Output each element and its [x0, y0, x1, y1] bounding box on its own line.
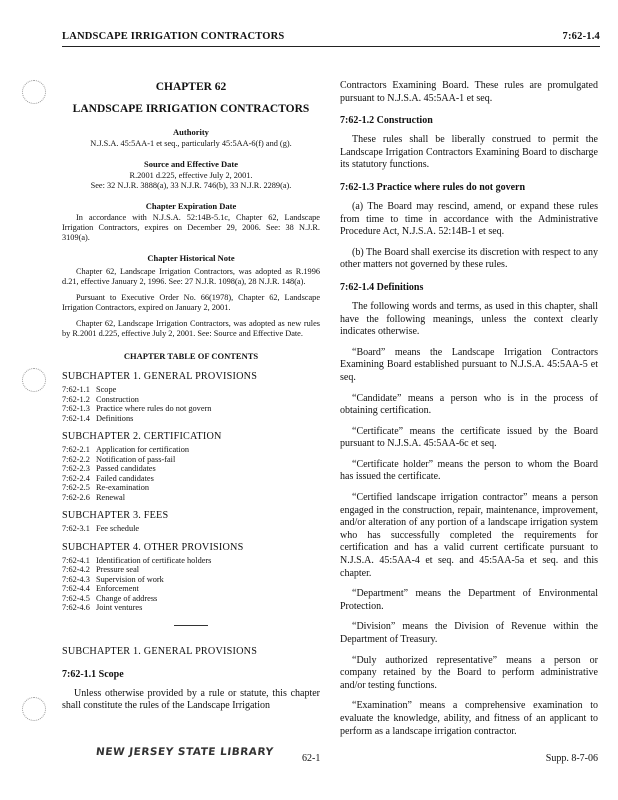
source-line: R.2001 d.225, effective July 2, 2001. [129, 171, 253, 180]
toc-item-number: 7:62-2.5 [62, 483, 90, 492]
toc-item-title: Notification of pass-fail [96, 454, 176, 464]
toc-item [62, 556, 320, 566]
source-line: See: 32 N.J.R. 3888(a), 33 N.J.R. 746(b), 33 N.J.R. 2289(a). [90, 181, 292, 190]
toc-item-title: Definitions [96, 413, 134, 423]
right-column [340, 80, 598, 738]
definition-paragraph: “Certified landscape irrigation contractor” means a person engaged in the construction, repair, maintenance, improvement, and/or alteration of any portion of a landscape irrigation system who has successfully completed the requirements for certification and has a valid current certificate pursuant to N.J.S.A. 45:5AA-4 et seq. and 45:5AA-5a et seq. and this chapter. [340, 492, 598, 579]
toc-item-number: 7:62-1.4 [62, 413, 90, 423]
header-section: 7:62-1.4 [562, 31, 600, 42]
section-heading: 7:62-1.3 Practice where rules do not govern [340, 181, 526, 193]
page-number: 62-1 [302, 753, 321, 764]
section-text: The following words and terms, as used in this chapter, shall have the following meanings, unless the context clearly indicates otherwise. [340, 300, 598, 338]
definition-paragraph: “Board” means the Landscape Irrigation Contractors Examining Board established pursuant to N.J.S.A. 45:5AA-5 et seq. [340, 346, 598, 383]
authority-text: N.J.S.A. 45:5AA-1 et seq., particularly 45:5AA-6(f) and (g). [90, 139, 292, 148]
toc-item-number: 7:62-2.3 [62, 464, 90, 473]
toc-title: CHAPTER TABLE OF CONTENTS [123, 351, 259, 361]
definition-paragraph: “Department” means the Department of Environmental Protection. [340, 588, 598, 612]
definition-paragraph: “Duly authorized representative” means a person or company retained by the Board to perform administrative and/or testing functions. [340, 654, 598, 691]
punch-hole-mark [22, 80, 46, 104]
expiration-heading: Chapter Expiration Date [145, 201, 237, 211]
expiration-text: In accordance with N.J.S.A. 52:14B-5.1c, Chapter 62, Landscape Irrigation Contractors, expires on December 29, 2006. See: 38 N.J.R. 3109(a). [62, 213, 320, 242]
supplement-date: Supp. 8-7-06 [545, 753, 598, 764]
toc-item-number: 7:62-4.4 [62, 584, 90, 593]
header-title: LANDSCAPE IRRIGATION CONTRACTORS [62, 31, 285, 42]
history-paragraph: Chapter 62, Landscape Irrigation Contractors, was adopted as new rules by R.2001 d.225, effective July 2, 2001. See: Source and Effective Date. [62, 319, 320, 338]
toc-item-title: Fee schedule [96, 524, 140, 533]
toc-item [62, 584, 320, 594]
toc-item-title: Scope [96, 385, 117, 394]
section-text: Unless otherwise provided by a rule or statute, this chapter shall constitute the rules of the Landscape Irrigation [62, 687, 320, 712]
toc-subchapter-heading: SUBCHAPTER 1. GENERAL PROVISIONS [62, 371, 258, 382]
toc-item [62, 464, 320, 474]
definition-paragraph: “Certificate holder” means the person to whom the Board has issued the certificate. [340, 458, 598, 483]
section-heading: 7:62-1.4 Definitions [340, 281, 424, 293]
section-text: These rules shall be liberally construed to permit the Landscape Irrigation Contractors Examining Board to discharge its statutory functions. [340, 134, 598, 171]
toc-item-number: 7:62-4.3 [62, 574, 90, 584]
section-text: (b) The Board shall exercise its discretion with respect to any other matters not governed by these rules. [340, 246, 598, 271]
left-column [62, 80, 320, 713]
toc-item-number: 7:62-2.4 [62, 473, 90, 483]
running-header [62, 31, 600, 47]
toc-item [62, 594, 320, 604]
authority-heading: Authority [173, 127, 209, 137]
toc-item [62, 445, 320, 455]
toc-item-number: 7:62-4.6 [62, 603, 90, 612]
toc-subchapter-heading: SUBCHAPTER 3. FEES [62, 510, 169, 521]
toc-item-number: 7:62-1.3 [62, 404, 90, 413]
toc-item-number: 7:62-4.1 [62, 555, 90, 565]
toc-item-number: 7:62-2.6 [62, 492, 90, 502]
toc-subchapter-heading: SUBCHAPTER 4. OTHER PROVISIONS [62, 541, 244, 553]
toc-subchapter-heading: SUBCHAPTER 2. CERTIFICATION [62, 431, 222, 442]
toc-item [62, 603, 320, 613]
table-of-contents [62, 371, 320, 613]
toc-item [62, 414, 320, 424]
punch-hole-mark [22, 368, 46, 392]
chapter-number: CHAPTER 62 [155, 81, 227, 93]
toc-item-title: Re-examination [96, 483, 149, 492]
toc-item-title: Failed candidates [96, 473, 154, 483]
toc-item-number: 7:62-2.2 [62, 454, 90, 464]
toc-item [62, 395, 320, 405]
history-paragraph: Chapter 62, Landscape Irrigation Contractors, was adopted as R.1996 d.21, effective January 2, 1996. See: 27 N.J.R. 1098(a), 28 N.J.R. 148(a). [62, 267, 320, 286]
toc-item-number: 7:62-2.1 [62, 445, 90, 454]
toc-item-title: Supervision of work [96, 574, 164, 584]
history-paragraph: Pursuant to Executive Order No. 66(1978), Chapter 62, Landscape Irrigation Contractors, expired on January 2, 2001. [62, 293, 320, 312]
definition-paragraph: “Certificate” means the certificate issued by the Board pursuant to N.J.S.A. 45:5AA-6c et seq. [340, 425, 598, 450]
toc-item [62, 524, 320, 534]
definition-paragraph: “Division” means the Division of Revenue within the Department of Treasury. [340, 621, 598, 645]
toc-item [62, 565, 320, 575]
definitions-list [340, 339, 598, 738]
toc-item [62, 493, 320, 503]
library-stamp: NEW JERSEY STATE LIBRARY [95, 746, 275, 758]
toc-item-title: Application for certification [96, 445, 190, 454]
history-heading: Chapter Historical Note [147, 253, 235, 263]
subchapter-heading: SUBCHAPTER 1. GENERAL PROVISIONS [62, 645, 258, 657]
definition-paragraph: “Candidate” means a person who is in the process of obtaining certification. [340, 392, 598, 417]
toc-item [62, 474, 320, 484]
section-heading: 7:62-1.1 Scope [62, 668, 124, 680]
toc-item [62, 404, 320, 414]
toc-item-number: 7:62-1.1 [62, 385, 90, 394]
toc-item [62, 455, 320, 465]
toc-item-title: Pressure seal [96, 565, 140, 574]
toc-item [62, 385, 320, 395]
toc-item-title: Practice where rules do not govern [96, 404, 212, 413]
section-heading: 7:62-1.2 Construction [340, 115, 433, 127]
continued-text: Contractors Examining Board. These rules are promulgated pursuant to N.J.S.A. 45:5AA-1 et seq. [340, 80, 598, 104]
toc-item-title: Joint ventures [96, 603, 143, 612]
toc-item-title: Enforcement [96, 584, 139, 593]
toc-item-title: Identification of certificate holders [96, 555, 212, 565]
toc-item-number: 7:62-4.5 [62, 593, 90, 603]
toc-item-title: Passed candidates [96, 464, 156, 473]
toc-item-number: 7:62-3.1 [62, 524, 90, 533]
punch-hole-mark [22, 697, 46, 721]
source-heading: Source and Effective Date [143, 159, 239, 169]
definition-paragraph: “Examination” means a comprehensive examination to evaluate the knowledge, ability, and fitness of an applicant to perform as a landscape irrigation contractor. [340, 700, 598, 737]
toc-item-number: 7:62-4.2 [62, 565, 90, 574]
toc-item-title: Renewal [96, 492, 126, 502]
toc-item-title: Construction [96, 394, 139, 404]
chapter-title: LANDSCAPE IRRIGATION CONTRACTORS [72, 103, 310, 115]
toc-item-title: Change of address [96, 593, 158, 603]
toc-item-number: 7:62-1.2 [62, 394, 90, 404]
section-text: (a) The Board may rescind, amend, or expand these rules from time to time in accordance with the Administrative Procedure Act, N.J.S.A. 52:14B-1 et seq. [340, 200, 598, 238]
toc-item [62, 575, 320, 585]
toc-item [62, 483, 320, 493]
